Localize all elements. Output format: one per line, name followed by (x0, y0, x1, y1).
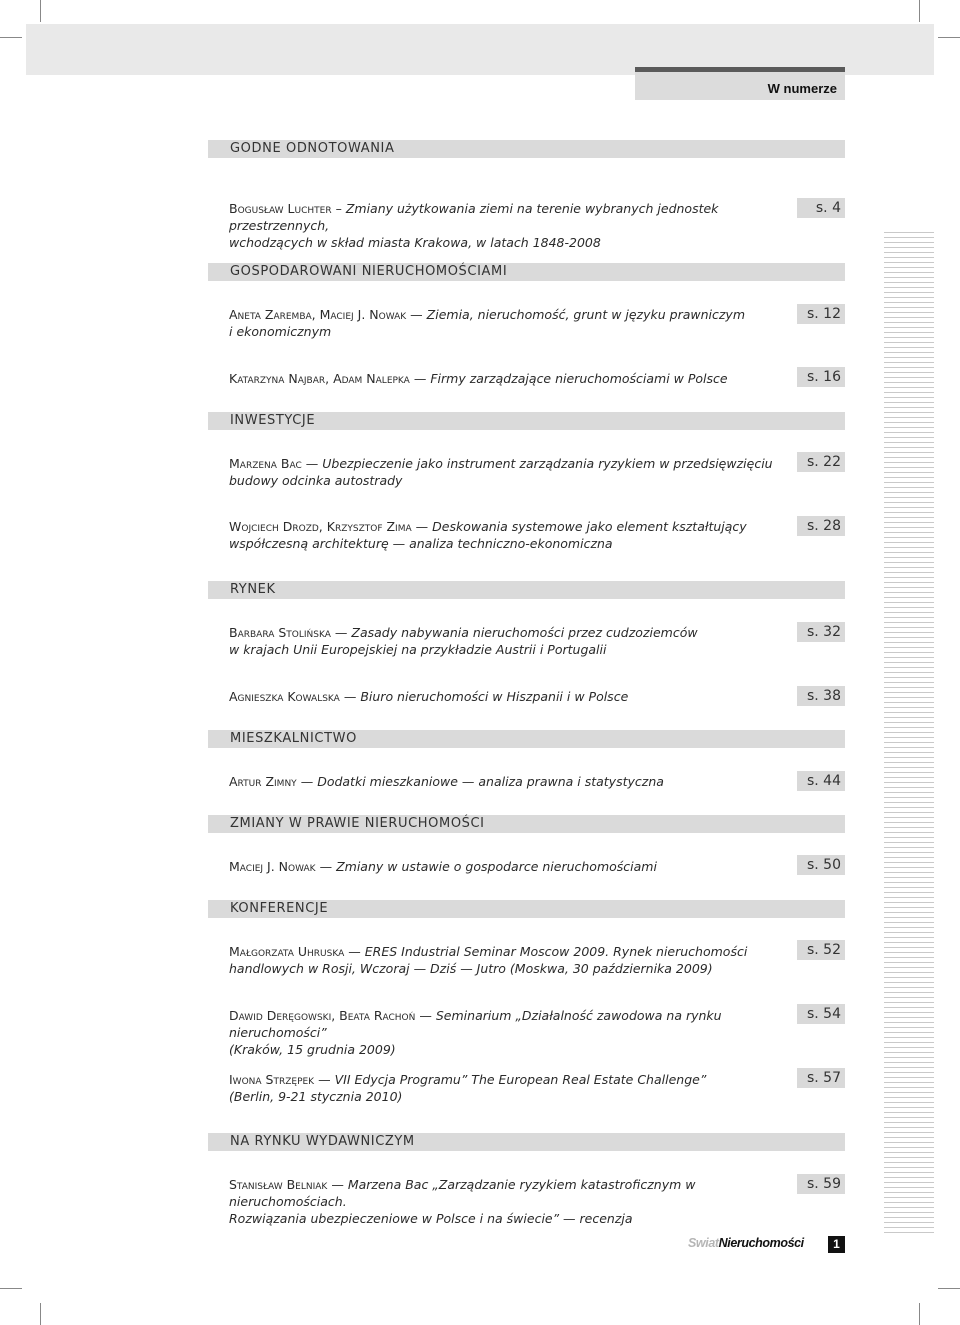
section-header: MIESZKALNICTWO (208, 730, 845, 748)
entry-author: Dawid Deręgowski, Beata Rachoń (229, 1008, 416, 1023)
entry-title: Deskowania systemowe jako element kształtujący (432, 519, 747, 534)
toc-entry[interactable]: Aneta Zaremba, Maciej J. Nowak — Ziemia, nieruchomość, grunt w języku prawniczym i ekonomicznym (229, 307, 746, 339)
page-ref[interactable]: s. 52 (797, 940, 845, 960)
page-ref[interactable]: s. 50 (797, 855, 845, 875)
entry-title: Marzena Bac „Zarządzanie ryzykiem katastroficznym w nieruchomościach. (229, 1177, 696, 1209)
entry-title: Dodatki mieszkaniowe — analiza prawna i statystyczna (317, 774, 664, 789)
page-ref[interactable]: s. 59 (797, 1174, 845, 1194)
entry-title: Biuro nieruchomości w Hiszpanii i w Polsce (360, 689, 629, 704)
entry-title: Zmiany użytkowania ziemi na terenie wybranych jednostek przestrzennych, (229, 201, 719, 233)
page-ref[interactable]: s. 28 (797, 516, 845, 536)
page-ref[interactable]: s. 4 (797, 198, 845, 218)
decorative-stripes (884, 232, 934, 1237)
toc-entry[interactable]: Małgorzata Uhruska — ERES Industrial Seminar Moscow 2009. Rynek nieruchomości handlowych w Rosji, Wczoraj — Dziś — Jutro (Moskwa, 30 października 2009) (229, 944, 748, 976)
entry-title: Zmiany w ustawie o gospodarce nieruchomościami (336, 859, 657, 874)
entry-title-cont: (Berlin, 9-21 stycznia 2010) (229, 1089, 403, 1104)
entry-title-cont: (Kraków, 15 grudnia 2009) (229, 1042, 396, 1057)
entry-title-cont: w krajach Unii Europejskiej na przykładzie Austrii i Portugalii (229, 642, 607, 657)
toc-entry[interactable]: Agnieszka Kowalska — Biuro nieruchomości w Hiszpanii i w Polsce (229, 689, 629, 704)
entry-title: Seminarium „Działalność zawodowa na rynku nieruchomości” (229, 1008, 722, 1040)
toc-entry[interactable]: Stanisław Belniak — Marzena Bac „Zarządzanie ryzykiem katastroficznym w nieruchomościach. Rozwiązania ubezpieczeniowe w Polsce i na świecie” — recenzja (229, 1177, 696, 1226)
entry-author: Aneta Zaremba, Maciej J. Nowak (229, 307, 407, 322)
section-header: RYNEK (208, 581, 845, 599)
page-ref[interactable]: s. 32 (797, 622, 845, 642)
section-header: GODNE ODNOTOWANIA (208, 140, 845, 158)
toc-entry[interactable]: Barbara Stolińska — Zasady nabywania nieruchomości przez cudzoziemców w krajach Unii Europejskiej na przykładzie Austrii i Portugalii (229, 625, 698, 657)
crop-mark (0, 1288, 22, 1289)
entry-title-cont: współczesną architekturę — analiza techniczno-ekonomiczna (229, 536, 613, 551)
entry-title: Zasady nabywania nieruchomości przez cudzoziemców (351, 625, 698, 640)
toc-entry[interactable]: Bogusław Luchter – Zmiany użytkowania ziemi na terenie wybranych jednostek przestrzennych, wchodzących w skład miasta Krakowa, w latach 1848-2008 (229, 201, 719, 250)
crop-mark (938, 1288, 960, 1289)
entry-title: ERES Industrial Seminar Moscow 2009. Rynek nieruchomości (364, 944, 748, 959)
toc-entry[interactable]: Katarzyna Najbar, Adam Nalepka — Firmy zarządzające nieruchomościami w Polsce (229, 371, 728, 386)
page-ref[interactable]: s. 38 (797, 686, 845, 706)
page-ref[interactable]: s. 22 (797, 452, 845, 472)
crop-mark (919, 0, 920, 22)
section-header: NA RYNKU WYDAWNICZYM (208, 1133, 845, 1151)
page-ref[interactable]: s. 44 (797, 771, 845, 791)
entry-title-cont: wchodzących w skład miasta Krakowa, w latach 1848-2008 (229, 235, 601, 250)
crop-mark (40, 1303, 41, 1325)
page-ref[interactable]: s. 54 (797, 1004, 845, 1024)
entry-author: Artur Zimny (229, 774, 297, 789)
toc-entry[interactable]: Marzena Bac — Ubezpieczenie jako instrument zarządzania ryzykiem w przedsięwzięciu budowy odcinka autostrady (229, 456, 773, 488)
entry-author: Małgorzata Uhruska (229, 944, 345, 959)
page-number: 1 (828, 1236, 845, 1253)
entry-title: Firmy zarządzające nieruchomościami w Polsce (430, 371, 728, 386)
entry-title-cont: Rozwiązania ubezpieczeniowe w Polsce i na świecie” — recenzja (229, 1211, 633, 1226)
section-header: ZMIANY W PRAWIE NIERUCHOMOŚCI (208, 815, 845, 833)
page-ref[interactable]: s. 16 (797, 367, 845, 387)
page-ref[interactable]: s. 12 (797, 304, 845, 324)
entry-title-cont: budowy odcinka autostrady (229, 473, 403, 488)
toc-entry[interactable]: Maciej J. Nowak — Zmiany w ustawie o gospodarce nieruchomościami (229, 859, 657, 874)
entry-author: Wojciech Drozd, Krzysztof Zima (229, 519, 412, 534)
toc-entry[interactable]: Dawid Deręgowski, Beata Rachoń — Seminarium „Działalność zawodowa na rynku nieruchomości” (Kraków, 15 grudnia 2009) (229, 1008, 722, 1057)
entry-title-cont: i ekonomicznym (229, 324, 332, 339)
entry-author: Iwona Strzępek (229, 1072, 315, 1087)
toc-entry[interactable]: Iwona Strzępek — VII Edycja Programu” The European Real Estate Challenge” (Berlin, 9-21 stycznia 2010) (229, 1072, 707, 1104)
entry-author: Katarzyna Najbar, Adam Nalepka (229, 371, 410, 386)
entry-title: VII Edycja Programu” The European Real Estate Challenge” (334, 1072, 707, 1087)
crop-mark (938, 37, 960, 38)
magazine-logo: SwiatNieruchomości (688, 1236, 804, 1250)
entry-title: Ziemia, nieruchomość, grunt w języku prawniczym (426, 307, 746, 322)
crop-mark (919, 1303, 920, 1325)
entry-author: Stanisław Belniak (229, 1177, 328, 1192)
entry-title: Ubezpieczenie jako instrument zarządzania ryzykiem w przedsięwzięciu (322, 456, 773, 471)
toc-entry[interactable]: Artur Zimny — Dodatki mieszkaniowe — analiza prawna i statystyczna (229, 774, 664, 789)
section-header: GOSPODAROWANI NIERUCHOMOŚCIAMI (208, 263, 845, 281)
entry-author: Bogusław Luchter (229, 201, 332, 216)
crop-mark (0, 37, 22, 38)
entry-title-cont: handlowych w Rosji, Wczoraj — Dziś — Jutro (Moskwa, 30 października 2009) (229, 961, 713, 976)
tab-label: W numerze (767, 81, 837, 96)
section-header: INWESTYCJE (208, 412, 845, 430)
entry-author: Maciej J. Nowak (229, 859, 316, 874)
crop-mark (40, 0, 41, 22)
entry-author: Marzena Bac (229, 456, 302, 471)
entry-author: Barbara Stolińska (229, 625, 331, 640)
toc-entry[interactable]: Wojciech Drozd, Krzysztof Zima — Deskowania systemowe jako element kształtujący współczesną architekturę — analiza techniczno-ekonomiczna (229, 519, 747, 551)
page-ref[interactable]: s. 57 (797, 1068, 845, 1088)
issue-tab (635, 67, 845, 100)
entry-author: Agnieszka Kowalska (229, 689, 340, 704)
section-header: KONFERENCJE (208, 900, 845, 918)
